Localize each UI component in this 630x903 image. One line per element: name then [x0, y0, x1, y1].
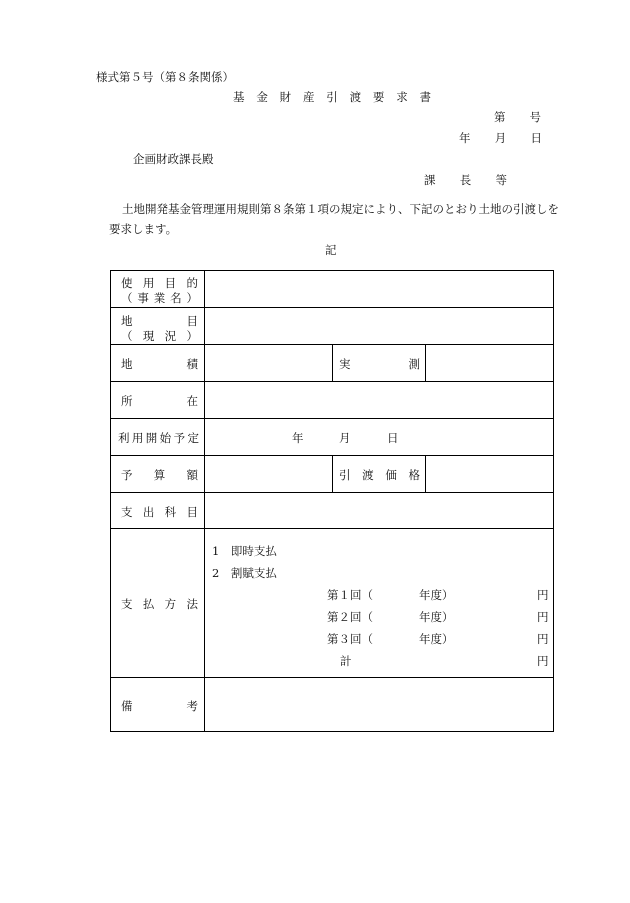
title-char: 産 — [302, 90, 315, 104]
title-char: 金 — [256, 90, 268, 104]
installment-3-unit: 円 — [537, 632, 549, 646]
area-label-cell — [111, 345, 205, 382]
title-char: 渡 — [349, 90, 362, 104]
budget-label-cell — [111, 456, 205, 493]
chimoku-label-cell — [111, 308, 205, 345]
doc-number-label — [494, 109, 541, 125]
installment-1-unit: 円 — [537, 588, 549, 602]
title-char: 基 — [233, 90, 245, 104]
installment-1-year: 年度） — [419, 588, 454, 602]
start-label-cell — [111, 419, 205, 456]
form-number: 様式第５号（第８条関係） — [96, 70, 234, 84]
payment-option-immediate: 1 即時支払 — [212, 544, 277, 558]
row-budget — [111, 455, 553, 493]
sender-char: 課 — [424, 173, 436, 187]
row-payment — [111, 528, 553, 678]
purpose-label-cell — [111, 271, 205, 307]
sender-char: 長 — [459, 173, 472, 187]
date-char: 日 — [530, 131, 542, 145]
request-form-table — [110, 270, 554, 732]
chimoku-label-line1: 地 目 — [121, 314, 198, 328]
row-area — [111, 344, 553, 382]
survey-label: 実 測 — [339, 357, 420, 371]
installment-2-unit: 円 — [537, 610, 549, 624]
installment-3-year: 年度） — [419, 632, 454, 646]
total-label: 計 — [340, 654, 352, 668]
price-label: 引 渡 価 格 — [339, 468, 420, 482]
purpose-label-line2: （ 事 業 名 ） — [121, 291, 198, 305]
paragraph-line-1: 土地開発基金管理運用規則第８条第１項の規定により、下記のとおり土地の引渡しを — [122, 202, 559, 216]
title-char: 財 — [279, 90, 292, 104]
total-unit: 円 — [537, 654, 549, 668]
paragraph-line-2: 要求します。 — [109, 222, 178, 236]
start-year: 年 — [292, 431, 304, 445]
sender-char: 等 — [495, 173, 507, 187]
date-char: 年 — [459, 131, 471, 145]
addressee: 企画財政課長殿 — [133, 152, 214, 166]
doc-number-char: 号 — [529, 110, 541, 124]
row-location — [111, 381, 553, 419]
payment-label: 支 払 方 法 — [121, 597, 198, 611]
ki-label: 記 — [325, 243, 337, 257]
start-day: 日 — [387, 431, 399, 445]
document-title — [233, 89, 431, 105]
purpose-label-line1: 使 用 目 的 — [121, 276, 198, 290]
row-chimoku — [111, 307, 553, 345]
row-purpose — [111, 271, 553, 307]
remarks-label: 備 考 — [121, 699, 198, 713]
installment-2-year: 年度） — [419, 610, 454, 624]
payment-option-installment: 2 割賦支払 — [212, 566, 277, 580]
payment-label-cell — [111, 529, 205, 678]
chimoku-label-line2: （ 現 況 ） — [121, 329, 198, 343]
date-label — [459, 130, 542, 146]
date-char: 月 — [494, 131, 507, 145]
remarks-label-cell — [111, 678, 205, 731]
row-expense — [111, 492, 553, 529]
location-label: 所 在 — [121, 394, 198, 408]
title-char: 要 — [372, 90, 385, 104]
sender-label — [424, 172, 507, 188]
installment-1-label: 第１回（ — [327, 588, 373, 602]
start-month: 月 — [339, 431, 351, 445]
location-label-cell — [111, 382, 205, 419]
installment-3-label: 第３回（ — [327, 632, 373, 646]
title-char: 求 — [396, 90, 408, 104]
expense-label-cell — [111, 493, 205, 529]
start-label: 利 用 開 始 予 定 — [118, 431, 199, 445]
expense-label: 支 出 科 目 — [121, 505, 198, 519]
installment-2-label: 第２回（ — [327, 610, 373, 624]
title-char: 書 — [419, 90, 431, 104]
doc-number-char: 第 — [494, 110, 506, 124]
title-char: 引 — [326, 90, 338, 104]
row-remarks — [111, 677, 553, 731]
budget-label: 予 算 額 — [121, 468, 198, 482]
area-label: 地 積 — [121, 357, 198, 371]
row-start-date — [111, 418, 553, 456]
